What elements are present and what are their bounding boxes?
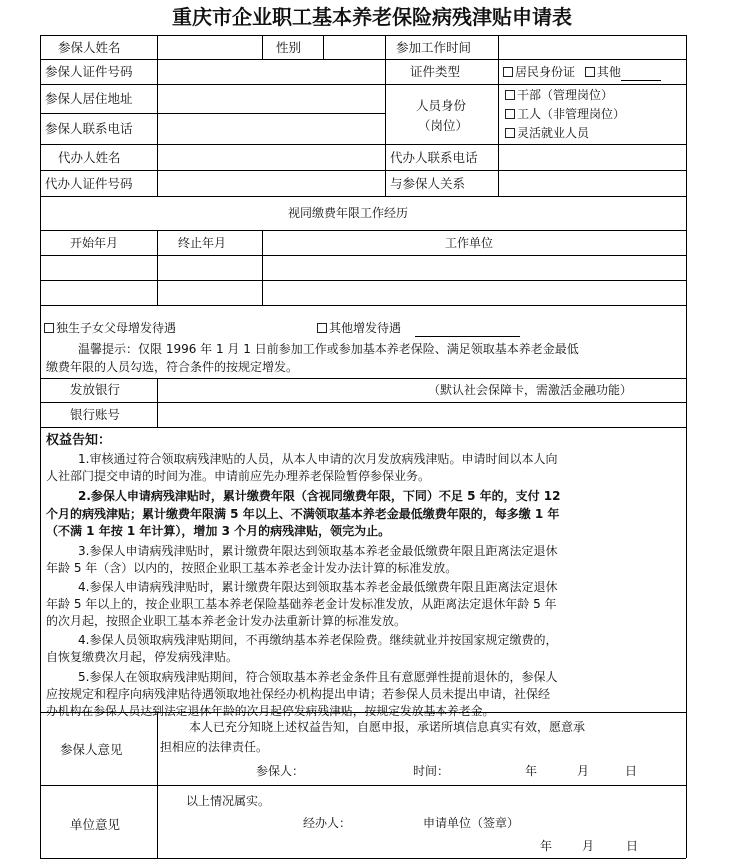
work-start-field[interactable]	[501, 37, 684, 57]
col-divider	[385, 35, 386, 196]
row-divider	[40, 305, 686, 306]
unit-date-year: 年	[540, 839, 553, 853]
other-increase-checkbox[interactable]	[317, 323, 327, 333]
agent-phone-field[interactable]	[501, 146, 684, 168]
page-title: 重庆市企业职工基本养老保险病残津贴申请表	[172, 5, 572, 29]
table-border-bottom	[40, 858, 686, 859]
only-child-parents-option	[44, 320, 176, 336]
other-increase-blank[interactable]	[415, 320, 520, 337]
account-label: 银行账号	[70, 407, 121, 422]
rights-line: 4.参保人员领取病残津贴期间，不再缴纳基本养老保险费。继续就业并按国家规定缴费的，	[78, 633, 558, 647]
other-id-checkbox[interactable]	[585, 67, 595, 77]
col-divider	[498, 35, 499, 196]
identity-option	[505, 125, 589, 141]
history-cell[interactable]	[264, 257, 684, 278]
relation-label: 与参保人关系	[390, 176, 466, 191]
work-history-title: 视同缴费年限工作经历	[288, 206, 409, 220]
table-border-right	[686, 35, 687, 858]
col-header-end-month: 终止年月	[178, 236, 227, 250]
insured-date-day: 日	[625, 764, 638, 778]
insured-phone-label: 参保人联系电话	[45, 121, 133, 136]
tip-text-line: 缴费年限的人员勾选，符合条件的按规定增发。	[46, 360, 299, 374]
insured-opinion-text: 担相应的法律责任。	[160, 740, 269, 754]
insured-signature-field[interactable]	[306, 760, 396, 780]
rights-line: 人社部门提交申请的时间为准。申请前应先办理养老保险暂停参保业务。	[46, 469, 431, 483]
agent-id-number-label: 代办人证件号码	[45, 176, 133, 191]
position-label: （岗位）	[418, 118, 469, 133]
rights-line: 1.审核通过符合领取病残津贴的人员，从本人申请的次月发放病残津贴。申请时间以本人向	[78, 452, 558, 466]
insured-id-number-field[interactable]	[160, 61, 383, 82]
insured-time-label: 时间：	[413, 764, 450, 778]
col-divider	[262, 35, 263, 59]
history-cell[interactable]	[42, 282, 155, 303]
identity-option	[505, 106, 625, 122]
identity-option-label: 干部（管理岗位）	[517, 88, 614, 102]
row-divider	[40, 196, 686, 197]
rights-line: 4.参保人申请病残津贴时，累计缴费年限达到领取基本养老金最低缴费年限且距离法定退休	[78, 580, 558, 594]
relation-field[interactable]	[501, 172, 684, 194]
row-divider	[40, 59, 686, 60]
rights-line: 的次月起，按照企业职工基本养老金计发办法重新计算的标准发放。	[46, 614, 407, 628]
insured-opinion-text: 本人已充分知晓上述权益告知，自愿申报，承诺所填信息真实有效，愿意承	[189, 720, 586, 734]
rights-line: 年龄 5 年（含）以内的，按照企业职工基本养老金计发办法计算的标准发放。	[46, 561, 458, 575]
agent-name-field[interactable]	[160, 146, 383, 168]
rights-line: 自恢复缴费次月起，停发病残津贴。	[46, 650, 239, 664]
col-divider	[157, 230, 158, 305]
resident-id-label: 居民身份证	[515, 65, 576, 79]
agent-name-label: 代办人姓名	[58, 150, 121, 165]
identity-option	[505, 87, 613, 103]
col-header-start-month: 开始年月	[70, 236, 119, 250]
identity-label: 人员身份	[416, 98, 467, 113]
worker-checkbox[interactable]	[505, 109, 515, 119]
applicant-unit-label: 申请单位（签章）	[423, 816, 520, 830]
col-divider	[323, 35, 324, 59]
account-field[interactable]	[160, 404, 684, 425]
other-id-blank[interactable]	[621, 64, 661, 81]
row-divider	[40, 402, 686, 403]
rights-line: 个月的病残津贴；累计缴费年限满 5 年以上、不满领取基本养老金最低缴费年限的，每多缴 1 年	[46, 507, 560, 521]
bank-label: 发放银行	[70, 382, 121, 397]
flexible-employment-checkbox[interactable]	[505, 128, 515, 138]
insured-address-label: 参保人居住地址	[45, 91, 133, 106]
unit-opinion-text: 以上情况属实。	[186, 794, 271, 808]
insured-id-number-label: 参保人证件号码	[45, 64, 133, 79]
col-divider	[157, 712, 158, 858]
unit-date-month: 月	[582, 839, 595, 853]
tip-text-line: 温馨提示：仅限 1996 年 1 月 1 日前参加工作或参加基本养老保险、满足领取基本养老金最低	[78, 342, 579, 356]
row-divider	[40, 785, 686, 786]
insured-opinion-label: 参保人意见	[60, 742, 123, 757]
unit-opinion-label: 单位意见	[70, 817, 121, 832]
gender-label: 性别	[276, 40, 302, 55]
other-increase-option	[317, 320, 520, 337]
insured-name-field[interactable]	[160, 37, 260, 57]
unit-handler-field[interactable]	[352, 812, 412, 832]
history-cell[interactable]	[159, 257, 260, 278]
rights-line: （不满 1 年按 1 年计算），增加 3 个月的病残津贴，领完为止。	[46, 524, 391, 538]
history-cell[interactable]	[264, 282, 684, 303]
other-id-label: 其他	[596, 65, 621, 79]
identity-option-label: 工人（非管理岗位）	[517, 107, 626, 121]
insured-date-month: 月	[577, 764, 590, 778]
insured-name-label: 参保人姓名	[58, 40, 121, 55]
col-divider	[157, 35, 158, 196]
rights-line: 应按规定和程序向病残津贴待遇领取地社保经办机构提出申请；若参保人员未提出申请，社保经	[46, 687, 551, 701]
unit-date-day: 日	[626, 839, 639, 853]
resident-id-checkbox[interactable]	[503, 67, 513, 77]
bank-field[interactable]	[160, 380, 422, 400]
row-divider	[40, 230, 686, 231]
row-divider	[40, 255, 686, 256]
rights-line: 3.参保人申请病残津贴时，累计缴费年限达到领取基本养老金最低缴费年限且距离法定退休	[78, 544, 558, 558]
insured-address-field[interactable]	[160, 86, 383, 111]
agent-phone-label: 代办人联系电话	[390, 150, 478, 165]
rights-line: 5.参保人在领取病残津贴期间，符合领取基本养老金条件且有意愿弹性提前退休的，参保人	[78, 670, 558, 684]
insured-phone-field[interactable]	[160, 115, 383, 142]
rights-heading: 权益告知：	[46, 433, 112, 448]
id-type-options	[503, 64, 661, 81]
table-border-left	[40, 35, 41, 858]
history-cell[interactable]	[42, 257, 155, 278]
col-divider	[157, 378, 158, 427]
row-divider	[40, 280, 686, 281]
only-child-parents-checkbox[interactable]	[44, 323, 54, 333]
insured-signer-label: 参保人：	[256, 764, 305, 778]
row-divider	[40, 170, 686, 171]
unit-handler-label: 经办人：	[303, 816, 352, 830]
row-divider	[40, 427, 686, 428]
work-start-label: 参加工作时间	[396, 40, 472, 55]
cadre-checkbox[interactable]	[505, 90, 515, 100]
agent-id-number-field[interactable]	[160, 172, 383, 194]
row-divider	[40, 144, 686, 145]
history-cell[interactable]	[159, 282, 260, 303]
bank-note: （默认社会保障卡，需激活金融功能）	[428, 383, 633, 397]
rights-line: 年龄 5 年以上的，按企业职工基本养老保险基础养老金计发标准发放，从距离法定退休年龄 5 年	[46, 597, 557, 611]
insured-date-year: 年	[525, 764, 538, 778]
only-child-parents-label: 独生子女父母增发待遇	[56, 321, 177, 335]
row-divider	[40, 113, 385, 114]
row-divider	[40, 84, 686, 85]
row-divider	[40, 378, 686, 379]
gender-field[interactable]	[326, 37, 383, 57]
identity-option-label: 灵活就业人员	[517, 126, 590, 140]
col-header-work-unit: 工作单位	[445, 236, 494, 250]
rights-line: 2.参保人申请病残津贴时，累计缴费年限（含视同缴费年限，下同）不足 5 年的，支付 12	[78, 489, 561, 503]
id-type-label: 证件类型	[410, 64, 461, 79]
rights-line: 办机构在参保人员达到法定退休年龄的次月起停发病残津贴，按规定发放基本养老金。	[46, 704, 495, 718]
table-border-top	[40, 35, 686, 36]
col-divider	[262, 230, 263, 305]
other-increase-label: 其他增发待遇	[329, 321, 402, 335]
